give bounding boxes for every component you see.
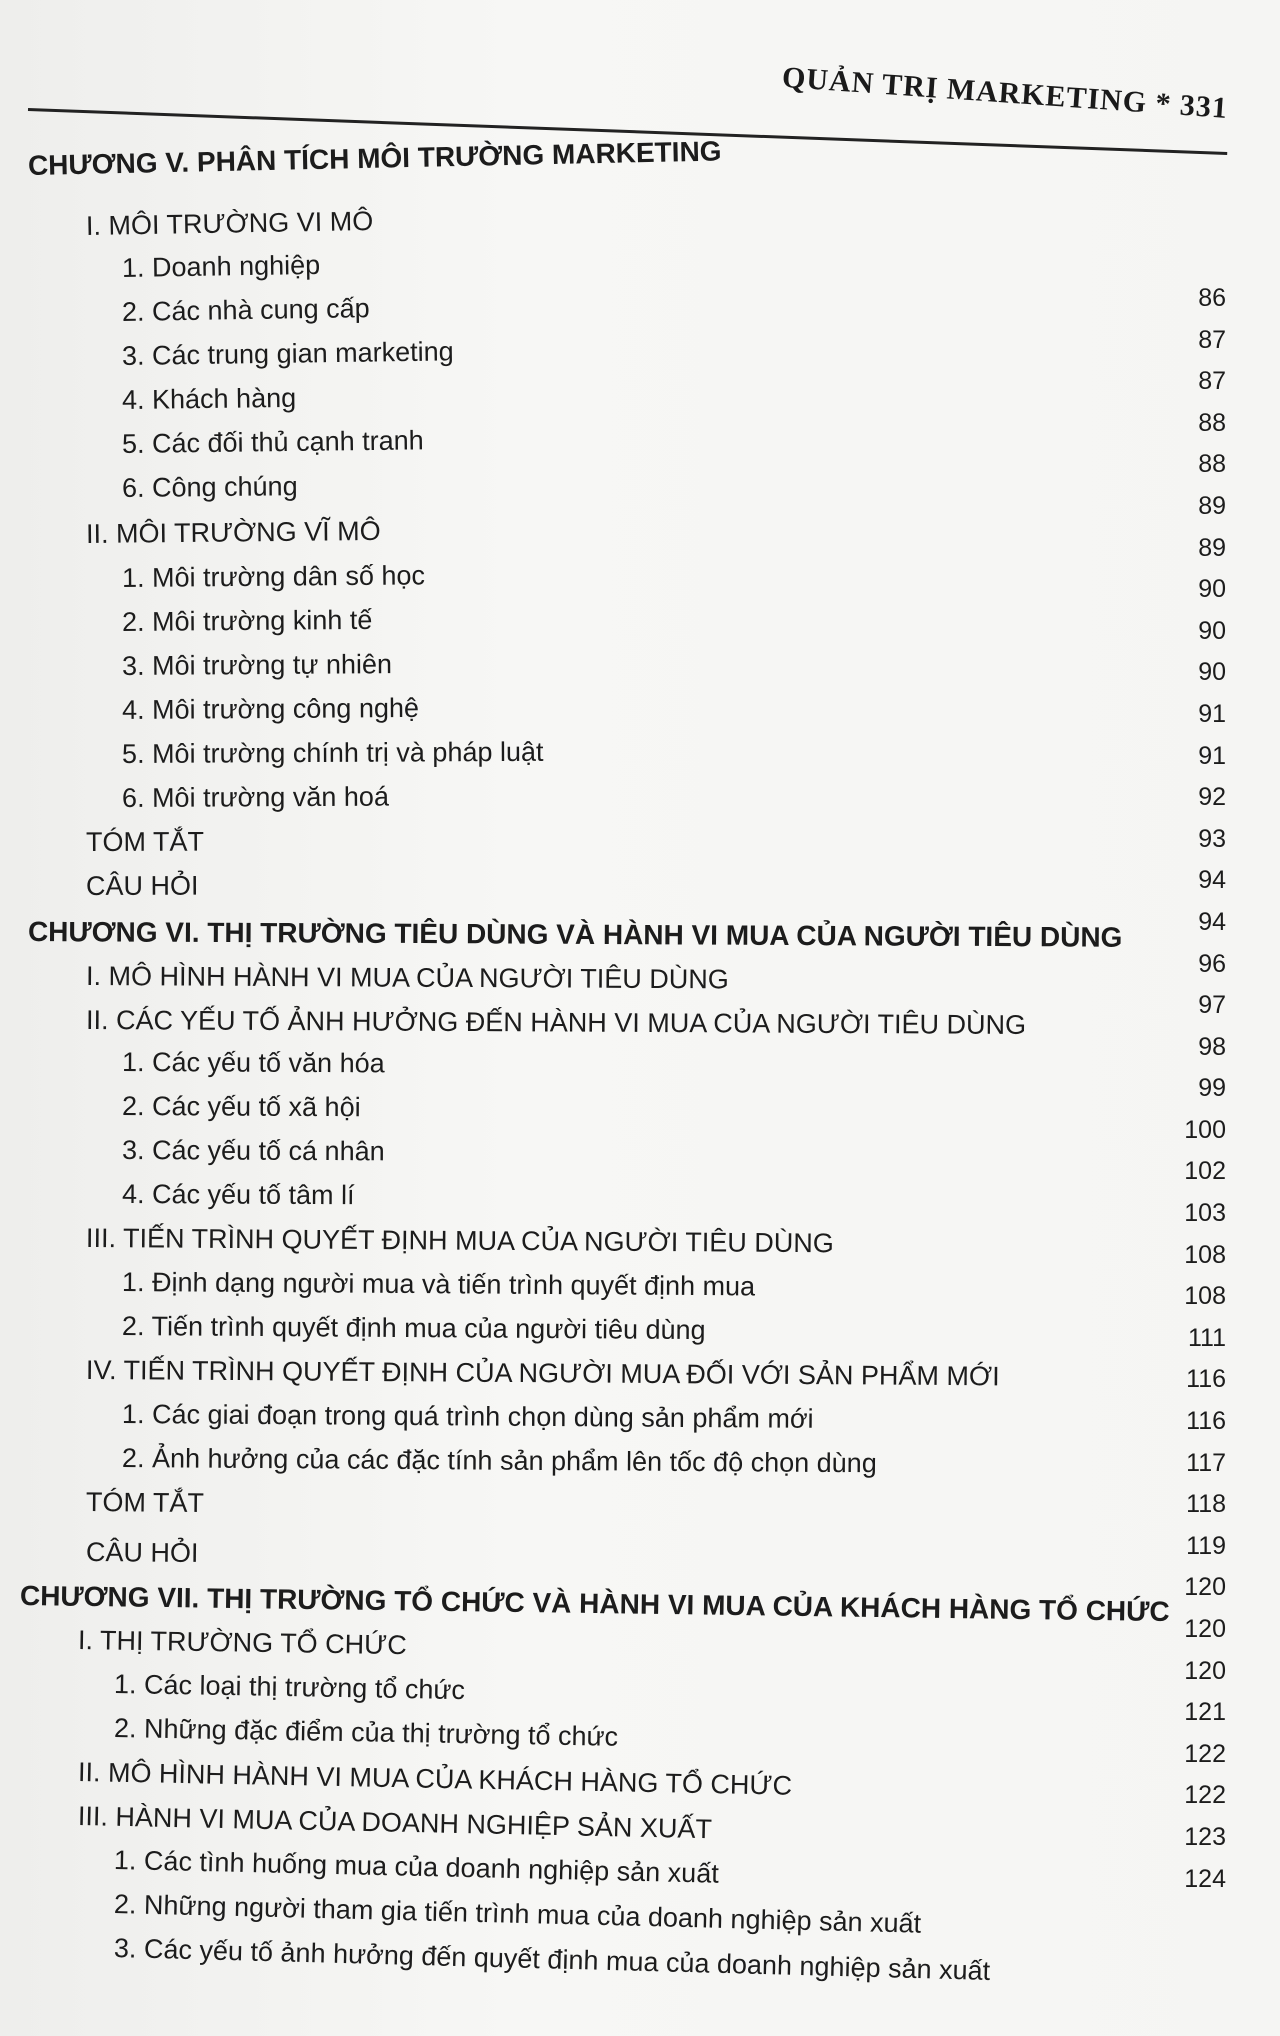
page-number: 121 [1184, 1698, 1226, 1727]
page-number: 96 [1198, 949, 1226, 978]
toc-item: 1. Các tình huống mua của doanh nghiệp sản xuất [113, 1845, 720, 1889]
page-number: 88 [1198, 408, 1226, 437]
page-number: 91 [1198, 699, 1226, 728]
page-number: 90 [1198, 575, 1226, 604]
toc-chapter-heading: CHƯƠNG VI. THỊ TRƯỜNG TIÊU DÙNG VÀ HÀNH VI MUA CỦA NGƯỜI TIÊU DÙNG [27, 916, 1123, 953]
toc-item: 5. Các đối thủ cạnh tranh [121, 425, 424, 459]
page-number: 122 [1184, 1781, 1226, 1810]
page-number: 116 [1186, 1365, 1226, 1394]
toc-item: 2. Ảnh hưởng của các đặc tính sản phẩm lên tốc độ chọn dùng [121, 1443, 877, 1479]
page-number: 93 [1198, 824, 1226, 853]
toc-item: 1. Môi trường dân số học [121, 560, 426, 593]
toc-section-heading: CÂU HỎI [85, 1537, 199, 1568]
page-number: 92 [1198, 783, 1226, 812]
page-number: 118 [1186, 1490, 1226, 1519]
toc-item: 4. Các yếu tố tâm lí [121, 1179, 355, 1211]
toc-section-heading: TÓM TẮT [85, 826, 205, 857]
toc-item: 3. Môi trường tự nhiên [121, 649, 393, 681]
toc-item: 2. Các yếu tố xã hội [121, 1091, 361, 1123]
page-number: 100 [1184, 1115, 1226, 1144]
toc-item: 1. Định dạng người mua và tiến trình quyết định mua [121, 1267, 756, 1302]
page-number: 124 [1184, 1864, 1226, 1893]
toc-item: 3. Các yếu tố cá nhân [121, 1135, 385, 1167]
toc-item: 1. Các giai đoạn trong quá trình chọn dùng sản phẩm mới [121, 1399, 814, 1434]
page-number: 90 [1198, 658, 1226, 687]
toc-section-heading: IV. TIẾN TRÌNH QUYẾT ĐỊNH CỦA NGƯỜI MUA ĐỐI VỚI SẢN PHẨM MỚI [85, 1355, 1000, 1392]
page-number: 98 [1198, 1032, 1226, 1061]
page-number: 108 [1184, 1240, 1226, 1269]
toc-item: 3. Các trung gian marketing [121, 336, 454, 371]
page-number: 108 [1184, 1282, 1226, 1311]
toc-item: 4. Khách hàng [121, 382, 297, 415]
toc-section-heading: I. THỊ TRƯỜNG TỔ CHỨC [77, 1625, 407, 1661]
toc-item: 3. Các yếu tố ảnh hưởng đến quyết định mua của doanh nghiệp sản xuất [113, 1933, 991, 1986]
toc-item: 2. Các nhà cung cấp [121, 293, 370, 327]
toc-section-heading: II. CÁC YẾU TỐ ẢNH HƯỞNG ĐẾN HÀNH VI MUA CỦA NGƯỜI TIÊU DÙNG [85, 1005, 1027, 1040]
page-number: 87 [1198, 325, 1226, 354]
toc-chapter-heading: CHƯƠNG VII. THỊ TRƯỜNG TỔ CHỨC VÀ HÀNH VI MUA CỦA KHÁCH HÀNG TỔ CHỨC [19, 1580, 1170, 1628]
toc-section-heading: II. MÔI TRƯỜNG VĨ MÔ [85, 515, 381, 549]
toc-item: 6. Công chúng [121, 471, 298, 503]
toc-section-heading: III. HÀNH VI MUA CỦA DOANH NGHIỆP SẢN XUẤT [77, 1801, 713, 1845]
page-number: 117 [1186, 1448, 1226, 1477]
page-number: 99 [1198, 1074, 1226, 1103]
toc-item: 2. Những đặc điểm của thị trường tổ chức [113, 1713, 619, 1752]
page-number: 122 [1184, 1739, 1226, 1768]
page-number: 111 [1187, 1323, 1226, 1352]
page-number: 120 [1184, 1573, 1226, 1602]
page-number: 88 [1198, 450, 1226, 479]
page-number: 90 [1198, 616, 1226, 645]
toc-item: 2. Tiến trình quyết định mua của người tiêu dùng [121, 1311, 706, 1346]
page-number: 94 [1198, 907, 1226, 936]
toc-section-heading: TÓM TẮT [85, 1487, 205, 1519]
toc-item: 5. Môi trường chính trị và pháp luật [121, 736, 544, 769]
toc-item: 1. Doanh nghiệp [121, 249, 321, 283]
toc-item: 1. Các yếu tố văn hóa [121, 1047, 385, 1079]
page-number: 87 [1198, 367, 1226, 396]
page-number: 91 [1198, 741, 1226, 770]
page-number: 120 [1184, 1656, 1226, 1685]
page-number: 94 [1198, 866, 1226, 895]
toc-item: 2. Những người tham gia tiến trình mua của doanh nghiệp sản xuất [113, 1889, 922, 1939]
page-number-column [1184, 278, 1226, 1900]
toc-item: 2. Môi trường kinh tế [121, 604, 373, 637]
toc-item: 6. Môi trường văn hoá [121, 781, 389, 813]
page-number: 120 [1184, 1615, 1226, 1643]
page-number: 123 [1184, 1822, 1226, 1851]
page-number: 89 [1198, 491, 1226, 520]
page-number: 89 [1198, 533, 1226, 562]
toc-section-heading: II. MÔ HÌNH HÀNH VI MUA CỦA KHÁCH HÀNG TỔ CHỨC [77, 1757, 793, 1801]
toc-section-heading: III. TIẾN TRÌNH QUYẾT ĐỊNH MUA CỦA NGƯỜI TIÊU DÙNG [85, 1223, 834, 1259]
page-number: 102 [1184, 1157, 1226, 1186]
toc-chapter-heading: CHƯƠNG V. PHÂN TÍCH MÔI TRƯỜNG MARKETING [27, 135, 722, 181]
page-number: 86 [1198, 284, 1226, 312]
page-number: 116 [1186, 1407, 1226, 1436]
page-number: 103 [1184, 1199, 1226, 1228]
toc-section-heading: CÂU HỎI [85, 870, 199, 901]
toc-item: 1. Các loại thị trường tổ chức [113, 1669, 466, 1706]
toc-section-heading: I. MÔI TRƯỜNG VI MÔ [85, 205, 374, 241]
toc-section-heading: I. MÔ HÌNH HÀNH VI MUA CỦA NGƯỜI TIÊU DÙNG [85, 961, 729, 995]
running-title: QUẢN TRỊ MARKETING * 331 [781, 60, 1230, 125]
page-number: 97 [1198, 991, 1226, 1020]
page-number: 119 [1186, 1531, 1226, 1560]
toc-item: 4. Môi trường công nghệ [121, 692, 420, 725]
